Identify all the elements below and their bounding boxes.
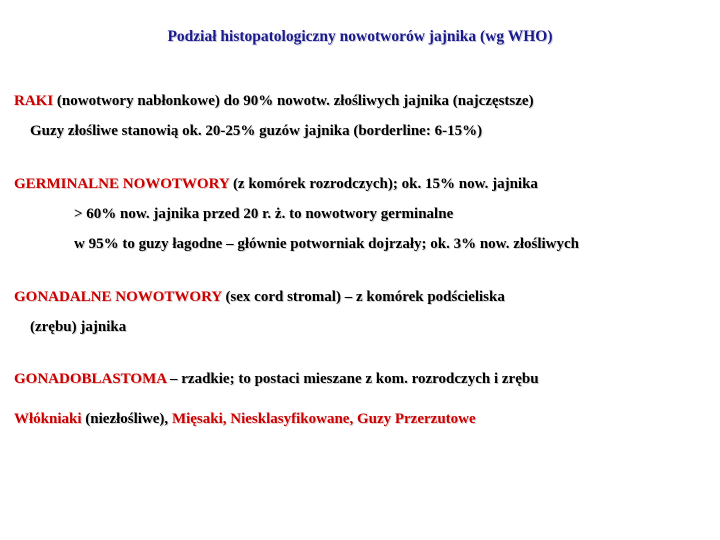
other-tumors-label: Mięsaki, Niesklasyfikowane, Guzy Przerzutowe [171, 411, 476, 427]
germinalne-line-3: w 95% to guzy łagodne – głównie potworniak dojrzały; ok. 3% now. złośliwych [74, 236, 580, 252]
wlokniaki-label: Włókniaki [14, 411, 82, 427]
raki-label: RAKI [14, 93, 54, 109]
page-title: Podział histopatologiczny nowotworów jajnika (wg WHO) [167, 28, 553, 45]
gonadalne-line-2: (zrębu) jajnika [30, 319, 127, 335]
wlokniaki-note: (niezłośliwe), [81, 411, 172, 427]
germinalne-label: GERMINALNE NOWOTWORY [14, 176, 230, 192]
germinalne-description: (z komórek rozrodczych); ok. 15% now. jajnika [229, 176, 538, 192]
gonadoblastoma-description: – rzadkie; to postaci mieszane z kom. rozrodczych i zrębu [166, 371, 539, 387]
germinalne-line-2: > 60% now. jajnika przed 20 r. ż. to nowotwory germinalne [74, 206, 454, 222]
raki-description: (nowotwory nabłonkowe) do 90% nowotw. złośliwych jajnika (najczęstsze) [53, 93, 534, 109]
germinalne-line-1 [14, 175, 538, 193]
gonadoblastoma-line [14, 370, 539, 388]
raki-line-1 [14, 92, 534, 110]
gonadoblastoma-label: GONADOBLASTOMA [14, 371, 167, 387]
gonadalne-description: (sex cord stromal) – z komórek podścieliska [221, 289, 505, 305]
raki-line-2: Guzy złośliwe stanowią ok. 20-25% guzów jajnika (borderline: 6-15%) [30, 123, 483, 139]
inne-line [14, 410, 476, 428]
gonadalne-line-1 [14, 288, 505, 306]
gonadalne-label: GONADALNE NOWOTWORY [14, 289, 222, 305]
